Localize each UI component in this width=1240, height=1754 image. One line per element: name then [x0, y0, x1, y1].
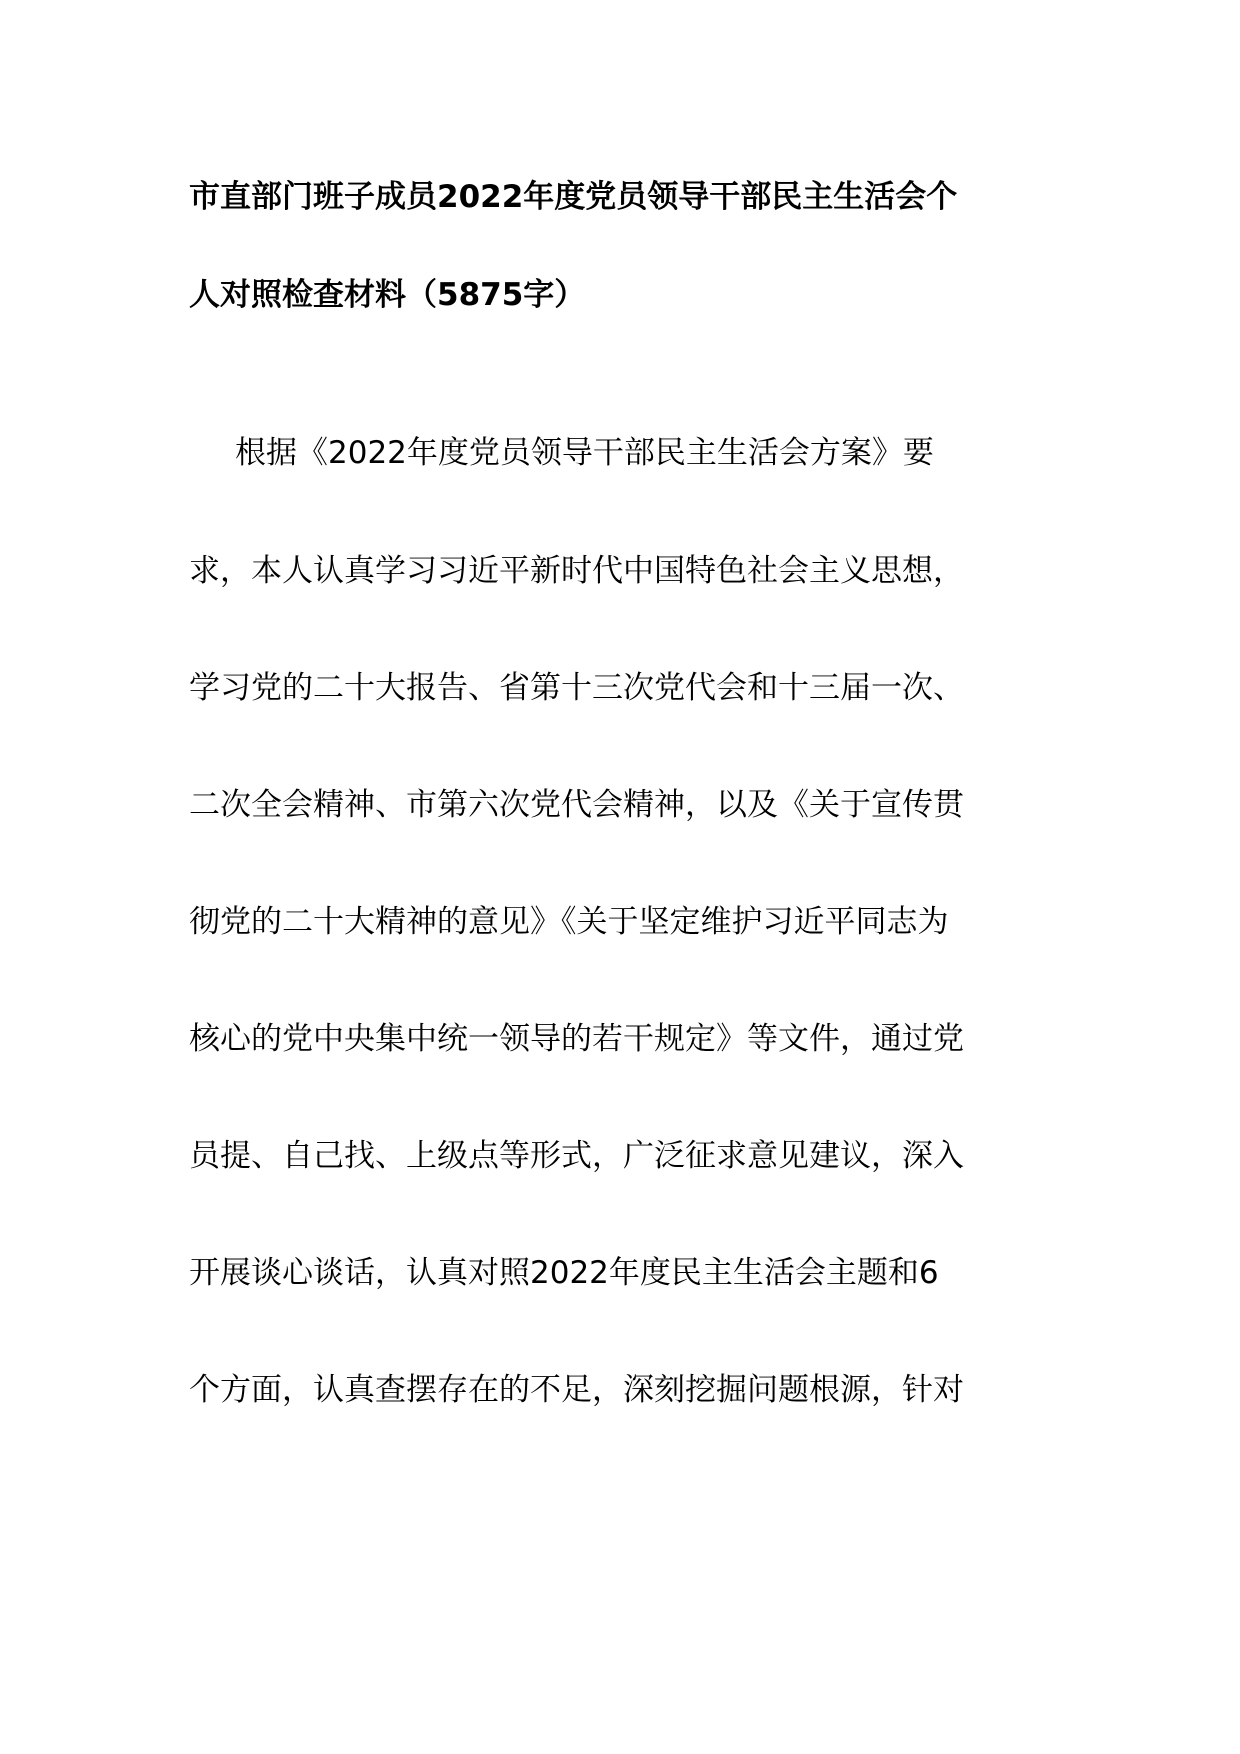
body-line-2: 求，本人认真学习习近平新时代中国特色社会主义思想，: [189, 553, 964, 589]
body-line-9: 个方面，认真查摆存在的不足，深刻挖掘问题根源，针对: [189, 1372, 964, 1408]
body-line-8: 开展谈心谈话，认真对照2022年度民主生活会主题和6: [189, 1255, 939, 1291]
body-line-4: 二次全会精神、市第六次党代会精神，以及《关于宣传贯: [189, 787, 964, 823]
body-line-3: 学习党的二十大报告、省第十三次党代会和十三届一次、: [189, 670, 964, 706]
body-line-6: 核心的党中央集中统一领导的若干规定》等文件，通过党: [189, 1021, 964, 1057]
document-title-line-2: 人对照检查材料（5875字）: [189, 277, 586, 313]
document-title-line-1: 市直部门班子成员2022年度党员领导干部民主生活会个: [189, 179, 958, 215]
body-line-7: 员提、自己找、上级点等形式，广泛征求意见建议，深入: [189, 1138, 964, 1174]
body-line-5: 彻党的二十大精神的意见》《关于坚定维护习近平同志为: [189, 904, 949, 940]
body-line-1: 根据《2022年度党员领导干部民主生活会方案》要: [235, 435, 934, 471]
